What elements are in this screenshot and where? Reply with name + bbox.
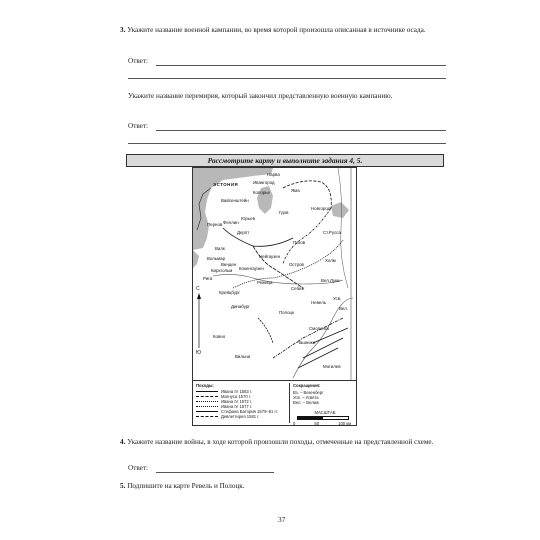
page-number: 37 (278, 515, 286, 524)
legend-swatch (196, 401, 218, 402)
sea-area (193, 250, 199, 268)
legend-swatch (196, 391, 218, 392)
city-label: Режица (257, 280, 273, 285)
legend-swatch (196, 416, 218, 417)
answer-line[interactable] (156, 65, 446, 66)
city-label: Пернов (207, 222, 223, 227)
legend-abbreviations (289, 383, 357, 426)
question-number: 3. (120, 26, 126, 34)
city-label: Остров (289, 262, 304, 267)
city-label: Невель (311, 300, 327, 305)
legend-label: Ивана IV 1577 г. (221, 404, 253, 409)
question-4 (120, 438, 458, 447)
city-label: Ивангород (253, 180, 275, 185)
campaign-route (283, 208, 331, 264)
city-label: Кокенгаузен (239, 266, 264, 271)
abbr-item: Вел. – Велиж (293, 400, 319, 405)
city-label: Себеж (291, 286, 305, 291)
region-label: ЭСТОНИЯ (213, 182, 239, 187)
historical-map (192, 167, 357, 426)
city-label: Ковно (213, 334, 226, 339)
campaign-route (283, 181, 331, 208)
city-label: Вильна (235, 354, 251, 359)
map-drawing (193, 168, 356, 380)
question-text: Укажите название военной кампании, во время которой произошла описанная в источнике осада. (127, 26, 426, 34)
legend-label: Девлетгирея 1581 г. (221, 414, 260, 419)
city-label: Псков (293, 240, 306, 245)
answer-label: Ответ: (128, 122, 149, 130)
answer-line[interactable] (128, 143, 446, 144)
city-label: Усв. (333, 296, 342, 301)
legend-label: Ивана IV 1563 г. (221, 389, 253, 394)
lake-ilmen (331, 202, 349, 218)
compass-arrow (197, 293, 201, 299)
city-label: Кирхгольм (211, 268, 233, 273)
legend-label: Стефана Батория 1579–81 гг. (221, 409, 279, 414)
scale-ticks (293, 421, 351, 426)
city-label: Крейцбург (219, 290, 241, 295)
task-banner: Рассмотрите карту и выполните задания 4, 5. (126, 154, 444, 167)
city-label: Гдов (279, 210, 289, 215)
city-label: Могилев (323, 364, 341, 369)
campaign-route (273, 318, 343, 358)
legend-label: Ивана IV 1572 г. (221, 399, 253, 404)
scale-label: МАСШТАБ (314, 410, 336, 415)
answer-label: Ответ: (128, 464, 149, 472)
city-label: Яма (291, 188, 300, 193)
answer-line[interactable] (156, 130, 446, 131)
city-label: Нейгаузен (259, 254, 280, 259)
city-label: Полоцк (279, 310, 294, 315)
city-label: Вел.Луки (321, 278, 340, 283)
city-label: Нарва (267, 172, 280, 177)
city-label: Динабург (231, 304, 250, 309)
city-label: Чашники (297, 340, 316, 345)
campaign-route (223, 228, 293, 246)
legend-swatch (196, 406, 218, 407)
answer-label: Ответ: (128, 57, 149, 65)
scale-tick: 100 км (338, 421, 351, 426)
city-label: Валк (215, 246, 225, 251)
legend-swatch (196, 411, 218, 412)
city-label: Вайсенштейн (221, 198, 249, 203)
workbook-page (108, 12, 460, 534)
city-label: Дерпт (237, 230, 250, 235)
answer-line[interactable] (128, 78, 446, 79)
campaign-route (258, 318, 273, 343)
city-label: Вольмар (207, 256, 226, 261)
abbr-item: Вз. – Везенберг (293, 390, 324, 395)
river (338, 168, 348, 288)
scale-bar (293, 416, 357, 421)
question-text: Укажите название войны, в ходе которой произошли походы, отмеченные на представленной схеме. (127, 438, 434, 446)
legend-swatch (196, 396, 218, 397)
question-5 (120, 482, 458, 491)
city-label: Копорье (253, 190, 270, 195)
abbr-title: Сокращения: (293, 383, 321, 388)
city-label: Новгород (311, 206, 331, 211)
map-legend (193, 380, 356, 426)
city-label: Феллин (223, 220, 239, 225)
city-label: Холм (325, 258, 336, 263)
question-3 (120, 26, 458, 35)
legend-label: Магнуса 1570 г. (221, 394, 251, 399)
answer-line[interactable] (156, 472, 274, 473)
legend-item (196, 414, 284, 419)
compass-south: Ю (196, 350, 202, 356)
campaign-route (298, 328, 348, 368)
city-label: Рига (203, 276, 213, 281)
city-label: Юрьев (241, 216, 255, 221)
abbr-item: Усв. – Усвята (293, 395, 319, 400)
legend-title: Походы: (196, 383, 214, 388)
scale-tick: 50 (314, 421, 320, 426)
question-3b-text: Укажите название перемирия, который закончил представленную военную кампанию. (128, 92, 393, 100)
city-label: Венден (221, 262, 237, 267)
scale-tick: 0 (293, 421, 296, 426)
legend-campaigns (196, 383, 284, 419)
question-number: 4. (120, 438, 126, 446)
scale-graphic (297, 416, 349, 420)
compass-north: С (196, 286, 200, 292)
city-label: Ст.Русса (323, 230, 341, 235)
question-text: Подпишите на карте Ревель и Полоцк. (127, 482, 245, 490)
city-label: Вел. (339, 306, 349, 311)
question-number: 5. (120, 482, 126, 490)
city-label: Смоленск (309, 326, 330, 331)
